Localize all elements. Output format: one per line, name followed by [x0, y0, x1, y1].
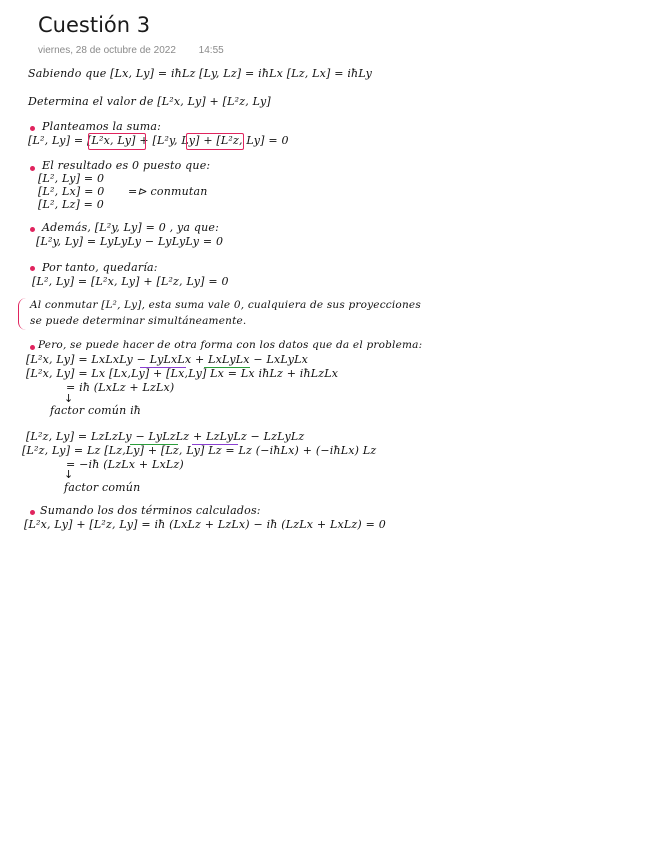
bullet-dot [30, 227, 35, 232]
conclusion-equation: [L², Ly] = [L²x, Ly] + [L²z, Ly] = 0 [32, 275, 229, 288]
lz2-grouped: [L²z, Ly] = Lz [Lz,Ly] + [Lz, Ly] Lz = Lz (−iħLx) + (−iħLx) Lz [22, 444, 377, 457]
bullet-dot [30, 166, 35, 171]
commutator-lz: [L², Lz] = 0 [38, 198, 104, 211]
commutation-remark-cont: se puede determinar simultáneamente. [30, 315, 247, 327]
lx2-grouped: [L²x, Ly] = Lx [Lx,Ly] + [Lx,Ly] Lx = Lx iħLz + iħLzLx [26, 367, 339, 380]
highlight-box [186, 133, 244, 150]
commutator-ly: [L², Ly] = 0 [38, 172, 105, 185]
lz2-expansion: [L²z, Ly] = LzLzLy − LyLzLz + LzLyLz − LzLyLz [26, 430, 305, 443]
step-sum-heading: Planteamos la suma: [42, 120, 162, 133]
step-result-heading: El resultado es 0 puesto que: [42, 159, 211, 172]
step-conclusion-heading: Por tanto, quedaría: [42, 261, 158, 274]
down-arrow-icon: ↓ [64, 392, 74, 405]
bullet-dot [30, 510, 35, 515]
underline-mark [90, 149, 142, 150]
common-factor-note-2: factor común [64, 481, 141, 494]
commutator-lx: [L², Lx] = 0 [38, 185, 105, 198]
lx2-result: = iħ (LxLz + LzLx) [66, 381, 175, 394]
alternative-method-heading: Pero, se puede hacer de otra forma con los datos que da el problema: [38, 339, 423, 351]
ly-self-commutator: [L²y, Ly] = LyLyLy − LyLyLy = 0 [36, 235, 224, 248]
sum-equation: [L², Ly] = [L²x, Ly] + [L²y, Ly] + [L²z, Ly] = 0 [28, 134, 289, 147]
given-commutators: Sabiendo que [Lx, Ly] = iħLz [Ly, Lz] = iħLx [Lz, Lx] = iħLy [28, 67, 373, 80]
common-factor-note: factor común iħ [50, 404, 142, 417]
bullet-dot [30, 266, 35, 271]
lz2-result: = −iħ (LzLx + LxLz) [66, 458, 184, 471]
step-ademas-heading: Además, [L²y, Ly] = 0 , ya que: [42, 221, 220, 234]
down-arrow-icon: ↓ [64, 468, 74, 481]
final-sum-heading: Sumando los dos términos calculados: [40, 504, 261, 517]
brace-mark [18, 298, 28, 330]
conmutan-note: =⊳ conmutan [128, 185, 208, 198]
bullet-dot [30, 126, 35, 131]
bullet-dot [30, 345, 35, 350]
note-metadata [38, 45, 224, 56]
note-date: viernes, 28 de octubre de 2022 [38, 45, 176, 56]
final-sum-equation: [L²x, Ly] + [L²z, Ly] = iħ (LxLz + LzLx) − iħ (LzLx + LxLz) = 0 [24, 518, 386, 531]
commutation-remark: Al conmutar [L², Ly], esta suma vale 0, cualquiera de sus proyecciones [30, 299, 421, 311]
problem-statement: Determina el valor de [L²x, Ly] + [L²z, Ly] [28, 95, 271, 108]
highlight-box [88, 133, 146, 150]
page-title: Cuestión 3 [38, 13, 151, 37]
note-time: 14:55 [198, 45, 224, 56]
lx2-expansion: [L²x, Ly] = LxLxLy − LyLxLx + LxLyLx − LxLyLx [26, 353, 309, 366]
